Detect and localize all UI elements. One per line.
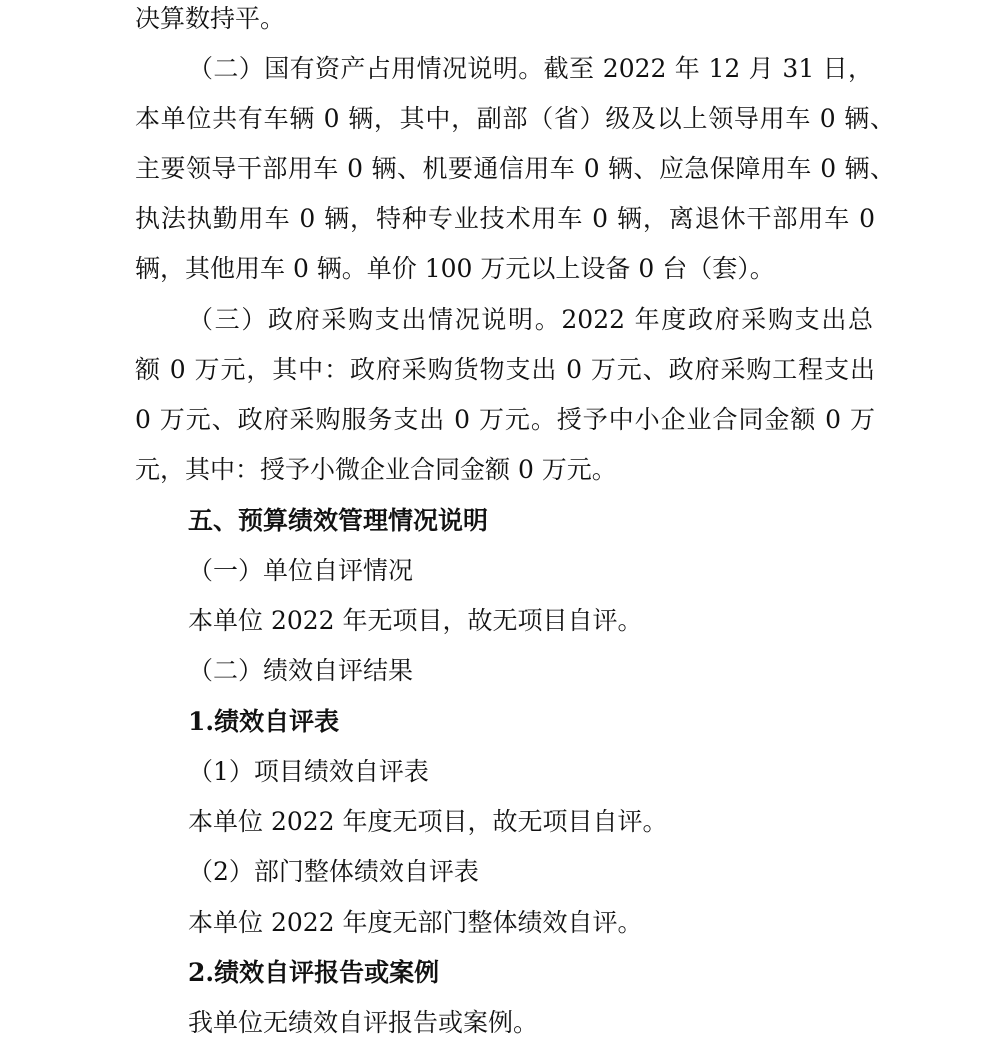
paragraph-line: 本单位 2022 年无项目，故无项目自评。 (188, 606, 643, 635)
paragraph-line: 决算数持平。 (135, 4, 286, 33)
section-heading: 五、预算绩效管理情况说明 (188, 506, 489, 535)
paragraph-line: 本单位 2022 年度无项目，故无项目自评。 (188, 807, 668, 836)
paragraph-line: 本单位 2022 年度无部门整体绩效自评。 (188, 908, 643, 937)
subheading: 2.绩效自评报告或案例 (188, 958, 440, 987)
paragraph-line: 额 0 万元，其中：政府采购货物支出 0 万元、政府采购工程支出 (135, 355, 875, 384)
paragraph-line: 元，其中：授予小微企业合同金额 0 万元。 (135, 455, 617, 484)
paragraph-line: 主要领导干部用车 0 辆、机要通信用车 0 辆、应急保障用车 0 辆、 (135, 154, 895, 183)
subsection-heading: （一）单位自评情况 (188, 556, 414, 585)
paragraph-line: 0 万元、政府采购服务支出 0 万元。授予中小企业合同金额 0 万 (135, 405, 875, 434)
paragraph-line: （三）政府采购支出情况说明。2022 年度政府采购支出总 (188, 305, 873, 334)
paragraph-line: （二）国有资产占用情况说明。截至 2022 年 12 月 31 日， (188, 54, 873, 83)
paragraph-line: 辆，其他用车 0 辆。单价 100 万元以上设备 0 台（套）。 (135, 254, 775, 283)
paragraph-line: 本单位共有车辆 0 辆，其中，副部（省）级及以上领导用车 0 辆、 (135, 104, 895, 133)
paragraph-line: 执法执勤用车 0 辆，特种专业技术用车 0 辆，离退休干部用车 0 (135, 204, 875, 233)
subsection-heading: （1）项目绩效自评表 (188, 757, 429, 786)
subheading: 1.绩效自评表 (188, 707, 340, 736)
subsection-heading: （二）绩效自评结果 (188, 656, 414, 685)
paragraph-line: 我单位无绩效自评报告或案例。 (188, 1008, 539, 1037)
subsection-heading: （2）部门整体绩效自评表 (188, 857, 479, 886)
